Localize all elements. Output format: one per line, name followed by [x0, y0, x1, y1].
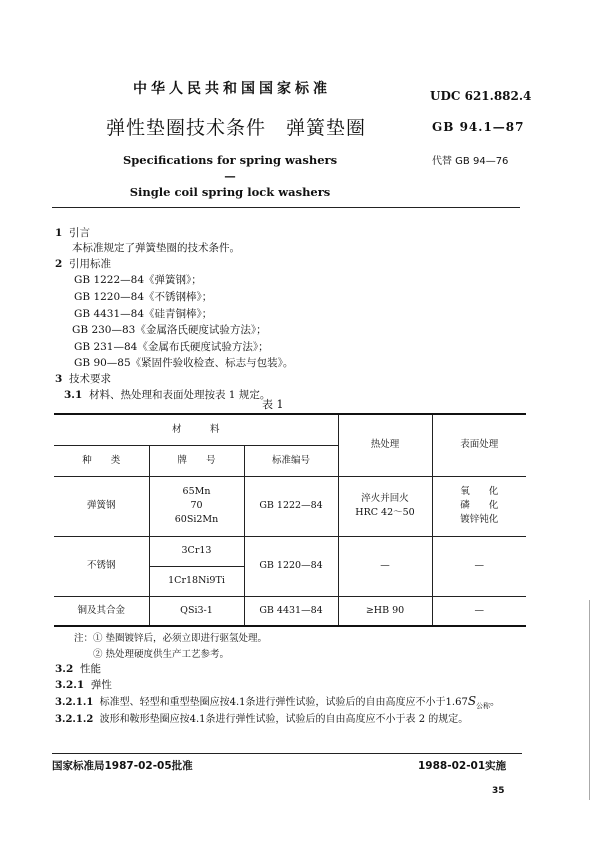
header-standard-no: 标准编号	[244, 445, 338, 476]
english-title-line2: Single coil spring lock washers	[129, 185, 331, 199]
table-row	[54, 536, 526, 566]
table-header-row	[54, 414, 526, 445]
standard-number: GB 94.1—87	[432, 120, 525, 134]
table-row	[54, 596, 526, 626]
table-caption: 表 1	[262, 398, 284, 411]
cell-grade: 3Cr13	[149, 536, 244, 566]
cell-surface-treatment: 氧 化 磷 化 镀锌钝化	[432, 476, 526, 536]
english-title	[120, 152, 340, 200]
section-3-2-1-1: 3.2.1.1 标准型、轻型和重型垫圈应按4.1条进行弹性试验，试验后的自由高度应不小于$1.67S_{公称}$。	[55, 694, 501, 710]
header-type: 种 类	[54, 445, 149, 476]
scan-artifact-line	[589, 600, 590, 800]
cell-type: 铜及其合金	[54, 596, 149, 626]
cell-heat-treatment: —	[338, 536, 432, 596]
replaces-standard: 代替 GB 94—76	[432, 156, 509, 167]
section-3-2-heading: 3.2 性能	[55, 663, 101, 675]
reference-item: GB 90—85《紧固件验收检查、标志与包装》。	[74, 357, 294, 369]
effective-date: 1988-02-01实施	[418, 760, 507, 772]
section-3-1: 3.1 材料、热处理和表面处理按表 1 规定。	[64, 389, 271, 401]
cell-heat-treatment: 淬火并回火 HRC 42～50	[338, 476, 432, 536]
footer-divider	[52, 753, 522, 754]
document-title: 弹性垫圈技术条件 弹簧垫圈	[106, 117, 367, 139]
udc-code: UDC 621.882.4	[430, 89, 532, 103]
page-number: 35	[492, 786, 505, 796]
header-surface-treatment: 表面处理	[432, 414, 526, 476]
reference-item: GB 1220—84《不锈钢棒》；	[74, 291, 213, 303]
cell-standard-no: GB 1222—84	[244, 476, 338, 536]
header-grade: 牌 号	[149, 445, 244, 476]
cell-grade: 65Mn 70 60Si2Mn	[149, 476, 244, 536]
cell-type: 不锈钢	[54, 536, 149, 596]
section-2-heading: 2 引用标准	[55, 258, 111, 270]
approval-date: 国家标准局1987-02-05批准	[52, 760, 193, 772]
header-material: 材 料	[54, 414, 338, 445]
reference-item: GB 231—84《金属布氏硬度试验方法》；	[74, 341, 269, 353]
cell-standard-no: GB 4431—84	[244, 596, 338, 626]
cell-type: 弹簧钢	[54, 476, 149, 536]
english-title-line1: Specifications for spring washers—	[122, 153, 338, 183]
reference-item: GB 230—83《金属洛氏硬度试验方法》；	[72, 324, 267, 336]
section-1-heading: 1 引言	[55, 227, 90, 239]
reference-item: GB 1222—84《弹簧钢》；	[74, 274, 202, 286]
national-standard-label: 中华人民共和国国家标准	[133, 81, 331, 97]
cell-grade: QSi3-1	[149, 596, 244, 626]
cell-standard-no: GB 1220—84	[244, 536, 338, 596]
reference-item: GB 4431—84《硅青铜棒》；	[74, 308, 213, 320]
section-3-2-1-2: 3.2.1.2 波形和鞍形垫圈应按4.1条进行弹性试验，试验后的自由高度应不小于表 2 的规定。	[55, 714, 469, 725]
cell-surface-treatment: —	[432, 596, 526, 626]
table-note-2: ② 热处理硬度供生产工艺参考。	[93, 649, 230, 660]
cell-grade: 1Cr18Ni9Ti	[149, 566, 244, 596]
cell-surface-treatment: —	[432, 536, 526, 596]
table-row	[54, 476, 526, 536]
cell-heat-treatment: ≥HB 90	[338, 596, 432, 626]
material-spec-table	[54, 413, 526, 627]
section-1-text: 本标准规定了弹簧垫圈的技术条件。	[72, 242, 240, 254]
section-3-2-1-heading: 3.2.1 弹性	[55, 679, 112, 691]
header-divider	[52, 207, 520, 208]
section-3-heading: 3 技术要求	[55, 373, 111, 385]
table-note-1: 注：① 垫圈镀锌后，必须立即进行驱氢处理。	[74, 633, 268, 644]
header-heat-treatment: 热处理	[338, 414, 432, 476]
